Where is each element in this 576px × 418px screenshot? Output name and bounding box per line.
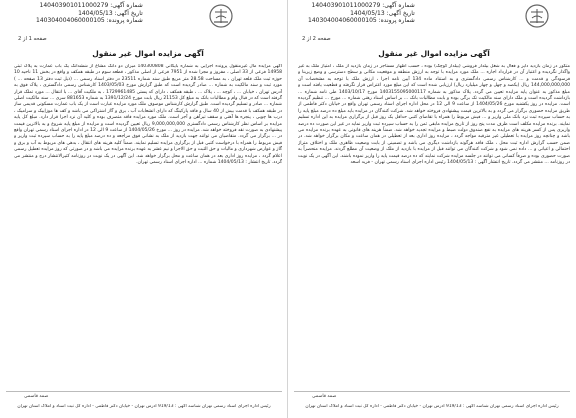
signature: صمد قاسمی — [24, 394, 49, 399]
case-number-value: 140304004060000105 — [308, 17, 377, 25]
footer-divider — [6, 391, 282, 392]
notice-body: آگهی مزایده مال غیرمنقول پرونده اجرایی به شماره بایگانی 140300808 میزان دو دانگ مشاع از ششدانگ یک باب عمارت به پلاک ثبتی 14958 فرعی از 33 اصلی ، مفروز و مجزا شده از 7951 فرعی از اصلی مذکور ، قطعه سوم در طبقه همکف و واقع در بخش 11 ناحیه 10 حوزه ثبت ملک قلعه تهران ، به مساحت 28.58 متر مربع طبق سند شماره 23511 در دفتر اسناد رسمی ... (ذیل ثبت دفتر 13 صفحه ... ) مورد ثبت و سند مالکیت به شماره ... صادر گردیده است که طبق گزارش مورخ 1403/05/03 کارشناس رسمی دادگستری ، پلاک فوق به آدرس تهران ، خیابان ... ، کوچه ... ، پلاک ... ، طبقه همکف ، دارای کد پستی 1729961485 ، به ملکیت آقای ... با انتقال ... مورد تملک قرار گرفته است که در قبال وام و مطالبات بانک به مبلغ کل 21153 ریال بابت مورخ 1391/12/24 به شماره 881653 سری ... سند مالکیت اصلی شماره ... صادر و تسلیم گردیده است. طبق گزارش کارشناس موصوف ملک مورد مزایده عبارت است از یک باب عمارت مسکونی قدیمی ساز در طبقه همکف با قدمت بیش از 40 سال و فاقد پارکینگ که دارای انشعابات آب ، برق و گاز اشتراکی می باشد و کف ها موزاییک و سرامیک ، درب ها چوبی ، پنجره ها آهنی و سقف تیرآهن و آجر است. ملک مورد مزایده فاقد متصرف بوده و کلید آن نزد اجرا قرار دارد. مبلغ کل پایه مزایده بر اساس نظر کارشناس رسمی دادگستری 9,000,000,000 ریال تعیین گردیده است و مزایده از مبلغ پایه شروع و به بالاترین قیمت پیشنهادی به صورت نقد فروخته خواهد شد. مزایده در روز ... مورخ 1404/05/26 از ساعت 9 الی 12 در اداره اجرای اسناد رسمی تهران واقع در ... برگزار می گردد. متقاضیان می توانند جهت بازدید از ملک به نشانی فوق مراجعه و ده درصد مبلغ پایه را به حساب سپرده ثبت واریز و فیش مربوط را همراه با درخواست کتبی قبل از برگزاری مزایده تسلیم نمایند. ضمناً کلیه هزینه های انتقال ، بدهی های مربوط به آب و برق و گاز و عوارض شهرداری و مالیات و حق الثبت و حق الاجرا و نیم عشر به عهده برنده مزایده می باشد و در صورتی که روز مزایده تعطیل رسمی اعلام گردد ، مزایده روز اداری بعد در همان ساعت و محل برگزار خواهد شد. این آگهی در یک نوبت در روزنامه کثیرالانتشار درج و منتشر می گردد. تاریخ انتشار : 1404/05/13 شماره ... اداره اجرای اسناد رسمی تهران. — [14, 64, 282, 166]
footer-divider — [294, 391, 570, 392]
page-header — [298, 0, 570, 64]
notice-number-label: شماره آگهی: — [382, 2, 415, 9]
case-number-label: شماره پرونده: — [378, 17, 415, 25]
page-title: آگهی مزایده اموال غیر منقول — [378, 49, 490, 58]
notice-number-value: 140403901011000279 — [39, 2, 109, 9]
page-number: صفحه 1 از 2 — [18, 36, 47, 42]
emblem-icon — [524, 3, 550, 29]
notice-date-value: 1404/05/13 — [350, 9, 385, 17]
page-header — [14, 0, 282, 64]
notice-page-2 — [288, 0, 576, 418]
footer-text: رئیس اداره اجرای اسناد رسمی تهران شناسه آگهی : 919/13 آدرس تهران - خیابان دکتر فاطمی - اداره کل ثبت اسناد و املاک استان تهران — [17, 404, 271, 409]
notice-date-value: 1404/05/13 — [78, 9, 113, 17]
notice-number-value: 140403901011000279 — [311, 2, 381, 9]
case-number-value: 140304004060000105 — [36, 17, 105, 25]
signature: صمد قاسمی — [312, 394, 337, 399]
footer-text: رئیس اداره اجرای اسناد رسمی تهران شناسه آگهی : 919/13 آدرس تهران - خیابان دکتر فاطمی - اداره کل ثبت اسناد و املاک استان تهران — [305, 404, 559, 409]
notice-meta — [308, 2, 415, 25]
page-number: صفحه 2 از 2 — [302, 36, 331, 42]
case-number-label: شماره پرونده: — [106, 17, 143, 25]
emblem-icon — [208, 3, 234, 29]
notice-date-label: تاریخ آگهی: — [114, 9, 143, 17]
notice-meta — [36, 2, 143, 25]
notice-body: متکور در زمان بازدید دایر و فعال به شغل بیلدار فروشی (بیلدار کوچک) بوده ، حسب اظهار مستاجر در زمان بازدید از ملک ، امتیاز ملک به غیر واگذار نگردیده و اعتبار آن در قرارداد اجاره ... ملک مورد مزایده با توجه به ارزش منطقه و موقعیت مکانی و سطح دسترسی و وضع زیربنا و فرسودگی و قدمت و ... کارشناس رسمی دادگستری و به استناد ماده 134 آیین نامه اجرا ، ارزش ملک با توجه به مشخصات آن 144,000,000,000 ریال (یکصد و چهل و چهار میلیارد ریال) ارزیابی شده است که این مبلغ مورد اعتراض قرار نگرفته و قطعیت یافته است و مبلغ مذکور به عنوان پایه مزایده تعیین می گردد. پلاک مذکور به شماره 1403155095000117 مورخ 1403/10/17 طی نامه شماره ... بازداشت گردیده است و ملک دارای سند مالکیت تک برگی بوده و بابت مطالبات بانک ... بر اساس اسناد رهنی شماره ... مورخ ... تنظیم گردیده است. مزایده در روز یکشنبه مورخ 1404/05/26 از ساعت 9 الی 12 در محل اداره اجرای اسناد رسمی تهران واقع در خیابان دکتر فاطمی از طریق مزایده حضوری برگزار می گردد و به بالاترین قیمت پیشنهادی فروخته خواهد شد. شرکت کنندگان در مزایده باید مبلغ ده درصد مبلغ پایه را به حساب سپرده ثبت نزد بانک ملی واریز و ... فیش مربوط را همراه با تقاضای کتبی حداقل یک روز قبل از برگزاری مزایده به این اداره تسلیم نمایند. برنده مزایده مکلف است ظرف مدت پنج روز از تاریخ مزایده مابقی ثمن را به حساب سپرده ثبت واریز نماید در غیر این صورت ده درصد واریزی پس از کسر هزینه های مزایده به نفع صندوق دولت ضبط و مزایده تجدید خواهد شد. ضمناً هزینه های قانونی به عهده برنده مزایده می باشد و چنانچه روز مزایده با تعطیلی غیر مترقبه مواجه گردد ، مزایده روز اداری بعد از تعطیلی در همان ساعت و مکان برگزار خواهد شد. در ضمن حسب گزارش اداره ثبت محل ، ملک فاقد هرگونه بازداشت دیگری می باشد و تضمینی از بابت وضعیت ظاهری ملک و اختلاف متراژ احتمالی و اعیانی و ... داده نمی شود و شرکت کنندگان می توانند قبل از مزایده با بازدید از ملک از وضعیت آن مطلع گردند. مزایده منحصراً به صورت حضوری بوده و صرفاً کسانی می توانند در جلسه مزایده شرکت نمایند که ده درصد قیمت پایه را واریز نموده باشند. این آگهی در یک نوبت در روزنامه ... منتشر می گردد. تاریخ انتشار آگهی : 1404/05/13 رئیس اداره اجرای اسناد رسمی تهران - فرید اسعد — [298, 64, 570, 166]
notice-number-label: شماره آگهی: — [110, 2, 143, 9]
page-title: آگهی مزایده اموال غیر منقول — [92, 49, 204, 58]
notice-date-label: تاریخ آگهی: — [386, 9, 415, 17]
